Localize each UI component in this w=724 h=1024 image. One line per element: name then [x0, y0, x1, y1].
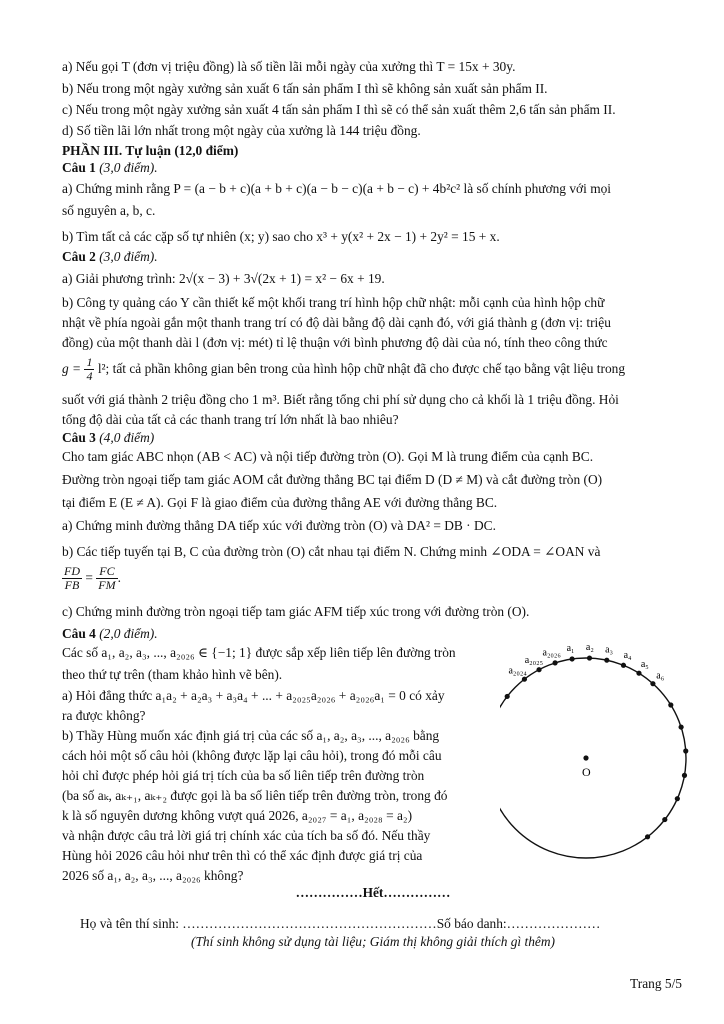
q3-line2: Đường tròn ngoại tiếp tam giác AOM cắt đường thẳng BC tại điểm D (D ≠ M) và cắt đường tròn (O)	[62, 472, 603, 487]
q2-b-line4	[62, 354, 684, 384]
instruction-note: (Thí sinh không sử dụng tài liệu; Giám thị không giải thích gì thêm)	[191, 934, 555, 949]
q3-fraction-2-num: FC	[96, 565, 117, 579]
q1-b: b) Tìm tất cả các cặp số tự nhiên (x; y) sao cho x³ + y(x² + 2x − 1) + 2y² = 15 + x.	[62, 229, 500, 244]
q2-b-line2: nhật về phía ngoài gắn một thanh trang trí có độ dài bằng độ dài cạnh đó, với giá thành g (đơn vị: triệu	[62, 315, 611, 330]
center-label: O	[582, 765, 591, 779]
arrangement-label: a₂₀₂₆	[542, 647, 561, 659]
center-point	[583, 755, 588, 760]
end-marker: ……………Hết……………	[295, 885, 451, 900]
arrangement-point	[682, 773, 687, 778]
candidate-line: Họ và tên thí sinh: …………………………………………………Số báo danh:…………………	[80, 916, 601, 931]
q2-header	[62, 248, 684, 265]
arrangement-label: a₂	[585, 642, 594, 654]
q4-b-line5: k là số nguyên dương không vượt quá 2026, a₂₀₂₇ = a₁, a₂₀₂₈ = a₂)	[62, 808, 413, 823]
q4-b-line4: (ba số aₖ, aₖ₊₁, aₖ₊₂ được gọi là ba số liên tiếp trên đường tròn, trong đó	[62, 788, 448, 803]
q1-a-line1: a) Chứng minh rằng P = (a − b + c)(a + b + c)(a − b − c)(a + b − c) + 4b²c² là số chính phương với mọi	[62, 181, 612, 196]
arrangement-point	[505, 694, 510, 699]
q3-points: (4,0 điểm)	[99, 430, 155, 445]
q2-formula-fraction	[84, 356, 94, 383]
arrangement-point	[569, 656, 574, 661]
arrangement-label: a₂₀₂₄	[508, 665, 527, 677]
arrangement-label: a₆	[656, 670, 665, 682]
q3-equals: =	[85, 570, 93, 585]
q3-b-line1: b) Các tiếp tuyến tại B, C của đường tròn (O) cắt nhau tại điểm N. Chứng minh ∠ODA = ∠OAN và	[62, 544, 601, 559]
q3-fraction-2-den: FM	[98, 578, 116, 593]
q2-points: (3,0 điểm).	[99, 249, 158, 264]
q3-header	[62, 429, 684, 446]
arrangement-point	[675, 796, 680, 801]
q4-a-line1: a) Hỏi đẳng thức a₁a₂ + a₂a₃ + a₃a₄ + ... + a₂₀₂₅a₂₀₂₆ + a₂₀₂₆a₁ = 0 có xảy	[62, 688, 445, 703]
circle-arrangement-figure	[500, 628, 700, 898]
q3-title: Câu 3	[62, 430, 96, 445]
arrangement-labels	[508, 642, 664, 681]
arrangement-label: a₅	[640, 658, 649, 670]
q1-title: Câu 1	[62, 160, 96, 175]
q4-b-line1: b) Thầy Hùng muốn xác định giá trị của các số a₁, a₂, a₃, ..., a₂₀₂₆ bằng	[62, 728, 440, 743]
arrangement-point	[679, 724, 684, 729]
q1-header	[62, 159, 684, 176]
arrangement-label: a₂₀₂₅	[524, 654, 544, 666]
q3-line1: Cho tam giác ABC nhọn (AB < AC) và nội tiếp đường tròn (O). Gọi M là trung điểm của cạnh BC.	[62, 449, 594, 464]
q3-fraction-1-den: FB	[64, 578, 80, 593]
arrangement-point	[621, 663, 626, 668]
q1-a-line2: số nguyên a, b, c.	[62, 203, 156, 218]
arrangement-point	[536, 667, 541, 672]
q3-fraction-1-num: FD	[64, 564, 80, 579]
part3-heading: PHẦN III. Tự luận (12,0 điểm)	[62, 143, 239, 158]
arrangement-point	[552, 660, 557, 665]
part2-item-c: c) Nếu trong một ngày xưởng sản xuất 4 tấn sản phẩm I thì sẽ có thể sản xuất thêm 2,6 tấn sản phẩm II.	[62, 102, 616, 117]
q1-points: (3,0 điểm).	[99, 160, 158, 175]
arrangement-circle	[500, 658, 686, 858]
arrangement-label: a₁	[566, 643, 575, 655]
q3-b-line2	[62, 563, 684, 593]
q3-c: c) Chứng minh đường tròn ngoại tiếp tam giác AFM tiếp xúc trong với đường tròn (O).	[62, 604, 530, 619]
part2-item-b: b) Nếu trong một ngày xưởng sản xuất 6 tấn sản phẩm I thì sẽ không sản xuất sản phẩm II.	[62, 81, 548, 96]
arrangement-label: a₄	[623, 650, 632, 662]
q2-formula-lhs: g =	[62, 361, 82, 376]
arrangement-point	[683, 748, 688, 753]
q4-b-line8: 2026 số a₁, a₂, a₃, ..., a₂₀₂₆ không?	[62, 868, 244, 883]
q2-b-line6: tổng độ dài của tất cả các thanh trang trí lớn nhất là bao nhiêu?	[62, 412, 399, 427]
arrangement-point	[522, 677, 527, 682]
arrangement-label: a₃	[605, 644, 614, 656]
q2-b-line5: suốt với giá thành 2 triệu đồng cho 1 m³. Biết rằng tổng chi phí sử dụng cho cả khối là 1 triệu đồng. Hỏi	[62, 392, 619, 407]
q2-a: a) Giải phương trình: 2√(x − 3) + 3√(2x + 1) = x² − 6x + 19.	[62, 271, 385, 286]
q4-b-line2: cách hỏi một số câu hỏi (không được lặp lại câu hỏi), trong đó mỗi câu	[62, 748, 442, 763]
arrangement-point	[668, 702, 673, 707]
q2-fraction-den: 4	[86, 369, 93, 384]
q4-line2: theo thứ tự trên (tham khảo hình vẽ bên).	[62, 667, 283, 682]
q4-b-line3: hỏi chỉ được phép hỏi giá trị tích của ba số liên tiếp trên đường tròn	[62, 768, 425, 783]
arrangement-points	[500, 655, 688, 839]
q2-fraction-num: 1	[86, 355, 93, 370]
q2-b-line3: đồng) của một thanh dài l (đơn vị: mét) tỉ lệ thuận với bình phương độ dài của nó, tính theo công thức	[62, 335, 608, 350]
arrangement-point	[636, 671, 641, 676]
q2-formula-rest: l²; tất cả phần không gian bên trong của hình hộp chữ nhật đã cho được chế tạo bằng vật liệu trong	[97, 361, 626, 376]
q4-a-line2: ra được không?	[62, 708, 146, 723]
q3-fraction-fd-fb	[62, 565, 82, 592]
arrangement-point	[645, 834, 650, 839]
q4-title: Câu 4	[62, 626, 96, 641]
q3-fraction-fc-fm	[96, 565, 117, 592]
page-number: Trang 5/5	[630, 976, 682, 991]
part2-item-a: a) Nếu gọi T (đơn vị triệu đồng) là số tiền lãi mỗi ngày của xưởng thì T = 15x + 30y.	[62, 59, 516, 74]
q3-a: a) Chứng minh đường thẳng DA tiếp xúc với đường tròn (O) và DA² = DB · DC.	[62, 518, 496, 533]
q4-b-line7: Hùng hỏi 2026 câu hỏi như trên thì có thể xác định được giá trị của	[62, 848, 423, 863]
q4-line1: Các số a₁, a₂, a₃, ..., a₂₀₂₆ ∈ {−1; 1} được sắp xếp liên tiếp lên đường tròn	[62, 645, 456, 660]
arrangement-point	[650, 681, 655, 686]
arrangement-point	[587, 655, 592, 660]
arrangement-point	[604, 658, 609, 663]
q3-line3: tại điểm E (E ≠ A). Gọi F là giao điểm của đường thẳng AE với đường thẳng BC.	[62, 495, 498, 510]
q4-points: (2,0 điểm).	[99, 626, 158, 641]
arrangement-point	[662, 817, 667, 822]
q2-b-line1: b) Công ty quảng cáo Y cần thiết kế một khối trang trí hình hộp chữ nhật: mỗi cạnh của hình hộp chữ	[62, 295, 605, 310]
q3-b-period: .	[117, 570, 121, 585]
q2-title: Câu 2	[62, 249, 96, 264]
part2-item-d: d) Số tiền lãi lớn nhất trong một ngày của xưởng là 144 triệu đồng.	[62, 123, 421, 138]
q4-b-line6: và nhận được câu trả lời giá trị chính xác của tích ba số đó. Nếu thầy	[62, 828, 431, 843]
